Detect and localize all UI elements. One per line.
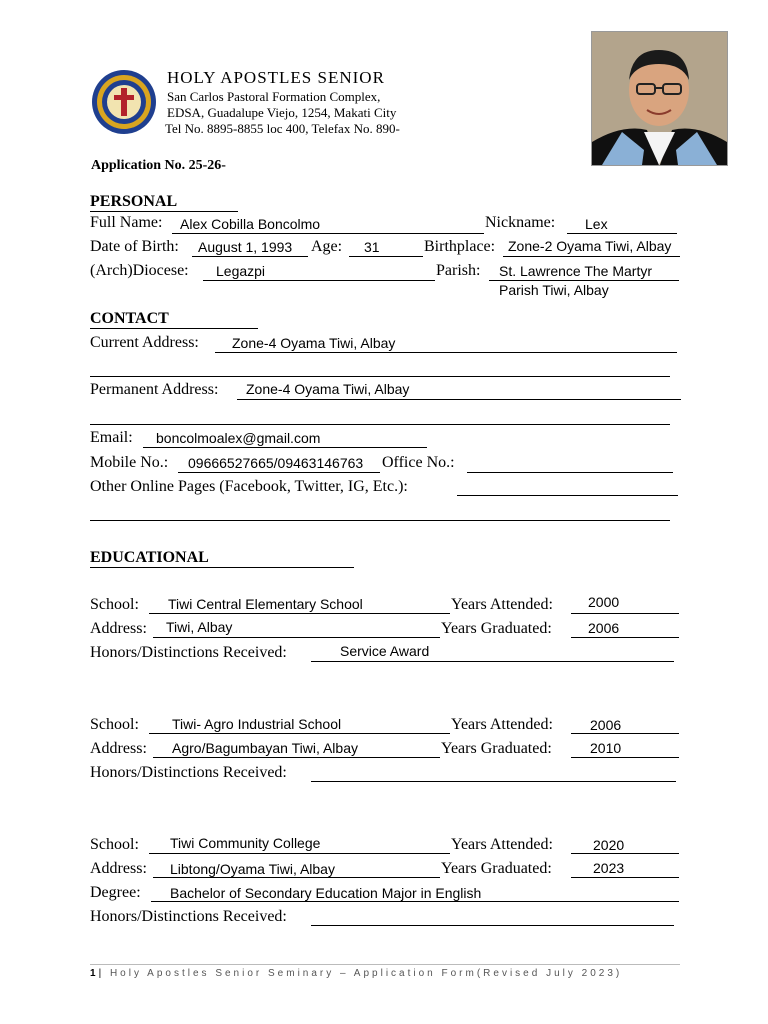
footer-rule	[90, 964, 680, 965]
parish-value-line-1[interactable]: St. Lawrence The Martyr	[499, 263, 653, 279]
years-graduated-line	[571, 637, 679, 638]
years-graduated-label: Years Graduated:	[441, 860, 552, 877]
mobile-label: Mobile No.:	[90, 454, 169, 471]
online-pages-line-2	[90, 520, 670, 521]
address-label: Address:	[90, 740, 147, 757]
birthplace-line	[503, 256, 680, 257]
degree-label: Degree:	[90, 884, 141, 901]
address-value[interactable]: Tiwi, Albay	[166, 619, 233, 635]
diocese-value[interactable]: Legazpi	[216, 263, 266, 279]
school-label: School:	[90, 716, 139, 733]
permanent-address-value[interactable]: Zone-4 Oyama Tiwi, Albay	[246, 381, 410, 397]
degree-value[interactable]: Bachelor of Secondary Education Major in English	[170, 885, 482, 901]
online-pages-line	[457, 495, 678, 496]
years-attended-line	[571, 613, 679, 614]
address-line-3: Tel No. 8895-8855 loc 400, Telefax No. 890-	[165, 121, 400, 136]
application-number: Application No. 25-26-	[91, 158, 226, 173]
school-value[interactable]: Tiwi Community College	[170, 835, 321, 851]
age-value[interactable]: 31	[364, 239, 380, 255]
address-line	[153, 757, 440, 758]
address-value[interactable]: Agro/Bagumbayan Tiwi, Albay	[172, 740, 358, 756]
seminary-seal-logo	[90, 68, 158, 136]
school-label: School:	[90, 596, 139, 613]
applicant-photo	[591, 31, 728, 166]
school-value[interactable]: Tiwi- Agro Industrial School	[172, 716, 342, 732]
years-attended-line	[571, 853, 679, 854]
dob-value[interactable]: August 1, 1993	[198, 239, 293, 255]
parish-value-line-2[interactable]: Parish Tiwi, Albay	[499, 282, 609, 298]
school-line	[149, 733, 450, 734]
contact-heading-underline	[90, 328, 258, 329]
school-value[interactable]: Tiwi Central Elementary School	[168, 596, 363, 612]
honors-label: Honors/Distinctions Received:	[90, 908, 287, 925]
years-attended-label: Years Attended:	[451, 716, 553, 733]
years-graduated-label: Years Graduated:	[441, 620, 552, 637]
dob-label: Date of Birth:	[90, 238, 179, 255]
honors-label: Honors/Distinctions Received:	[90, 764, 287, 781]
school-line	[149, 853, 450, 854]
years-attended-value[interactable]: 2006	[590, 717, 622, 733]
age-line	[349, 256, 423, 257]
online-pages-label: Other Online Pages (Facebook, Twitter, IG, Etc.):	[90, 478, 408, 495]
years-graduated-value[interactable]: 2023	[593, 860, 625, 876]
office-label: Office No.:	[382, 454, 455, 471]
years-attended-line	[571, 733, 679, 734]
nickname-value[interactable]: Lex	[585, 216, 608, 232]
address-label: Address:	[90, 860, 147, 877]
current-address-value[interactable]: Zone-4 Oyama Tiwi, Albay	[232, 335, 396, 351]
address-label: Address:	[90, 620, 147, 637]
current-address-line-2	[90, 376, 670, 377]
mobile-value[interactable]: 09666527665/09463146763	[188, 455, 364, 471]
permanent-address-line-2	[90, 424, 670, 425]
diocese-line	[203, 280, 435, 281]
personal-heading-underline	[90, 211, 238, 212]
educational-heading-underline	[90, 567, 354, 568]
nickname-line	[567, 233, 677, 234]
address-line-1: San Carlos Pastoral Formation Complex,	[167, 89, 381, 104]
institution-title: HOLY APOSTLES SENIOR	[167, 68, 385, 87]
degree-line	[151, 901, 679, 902]
email-label: Email:	[90, 429, 133, 446]
years-graduated-value[interactable]: 2006	[588, 620, 620, 636]
years-attended-value[interactable]: 2020	[593, 837, 625, 853]
years-attended-value[interactable]: 2000	[588, 594, 620, 610]
address-line-2: EDSA, Guadalupe Viejo, 1254, Makati City	[167, 105, 397, 120]
contact-section-heading: CONTACT	[90, 310, 169, 327]
school-line	[149, 613, 450, 614]
honors-line	[311, 661, 674, 662]
years-attended-label: Years Attended:	[451, 836, 553, 853]
educational-section-heading: EDUCATIONAL	[90, 549, 209, 566]
years-attended-label: Years Attended:	[451, 596, 553, 613]
address-value[interactable]: Libtong/Oyama Tiwi, Albay	[170, 861, 335, 877]
mobile-line	[178, 472, 380, 473]
permanent-address-label: Permanent Address:	[90, 381, 219, 398]
email-line	[143, 447, 427, 448]
nickname-label: Nickname:	[485, 214, 556, 231]
office-line	[467, 472, 673, 473]
full-name-line	[172, 233, 484, 234]
footer-separator: |	[98, 968, 105, 979]
honors-line	[311, 781, 676, 782]
years-graduated-value[interactable]: 2010	[590, 740, 622, 756]
footer-page-number: 1	[90, 968, 99, 979]
footer	[90, 968, 622, 979]
personal-section-heading: PERSONAL	[90, 193, 178, 210]
birthplace-label: Birthplace:	[424, 238, 496, 255]
age-label: Age:	[311, 238, 343, 255]
years-graduated-line	[571, 877, 679, 878]
honors-label: Honors/Distinctions Received:	[90, 644, 287, 661]
honors-value[interactable]: Service Award	[340, 643, 430, 659]
years-graduated-label: Years Graduated:	[441, 740, 552, 757]
current-address-line	[215, 352, 677, 353]
diocese-label: (Arch)Diocese:	[90, 262, 189, 279]
footer-text: Holy Apostles Senior Seminary – Application Form(Revised July 2023)	[109, 968, 623, 979]
address-line	[153, 877, 440, 878]
full-name-label: Full Name:	[90, 214, 163, 231]
honors-line	[311, 925, 674, 926]
email-value[interactable]: boncolmoalex@gmail.com	[156, 430, 321, 446]
years-graduated-line	[571, 757, 679, 758]
dob-line	[192, 256, 308, 257]
current-address-label: Current Address:	[90, 334, 199, 351]
parish-label: Parish:	[436, 262, 481, 279]
address-line	[153, 637, 440, 638]
birthplace-value[interactable]: Zone-2 Oyama Tiwi, Albay	[508, 238, 672, 254]
permanent-address-line	[237, 399, 681, 400]
school-label: School:	[90, 836, 139, 853]
parish-line	[489, 280, 679, 281]
full-name-value[interactable]: Alex Cobilla Boncolmo	[180, 216, 321, 232]
